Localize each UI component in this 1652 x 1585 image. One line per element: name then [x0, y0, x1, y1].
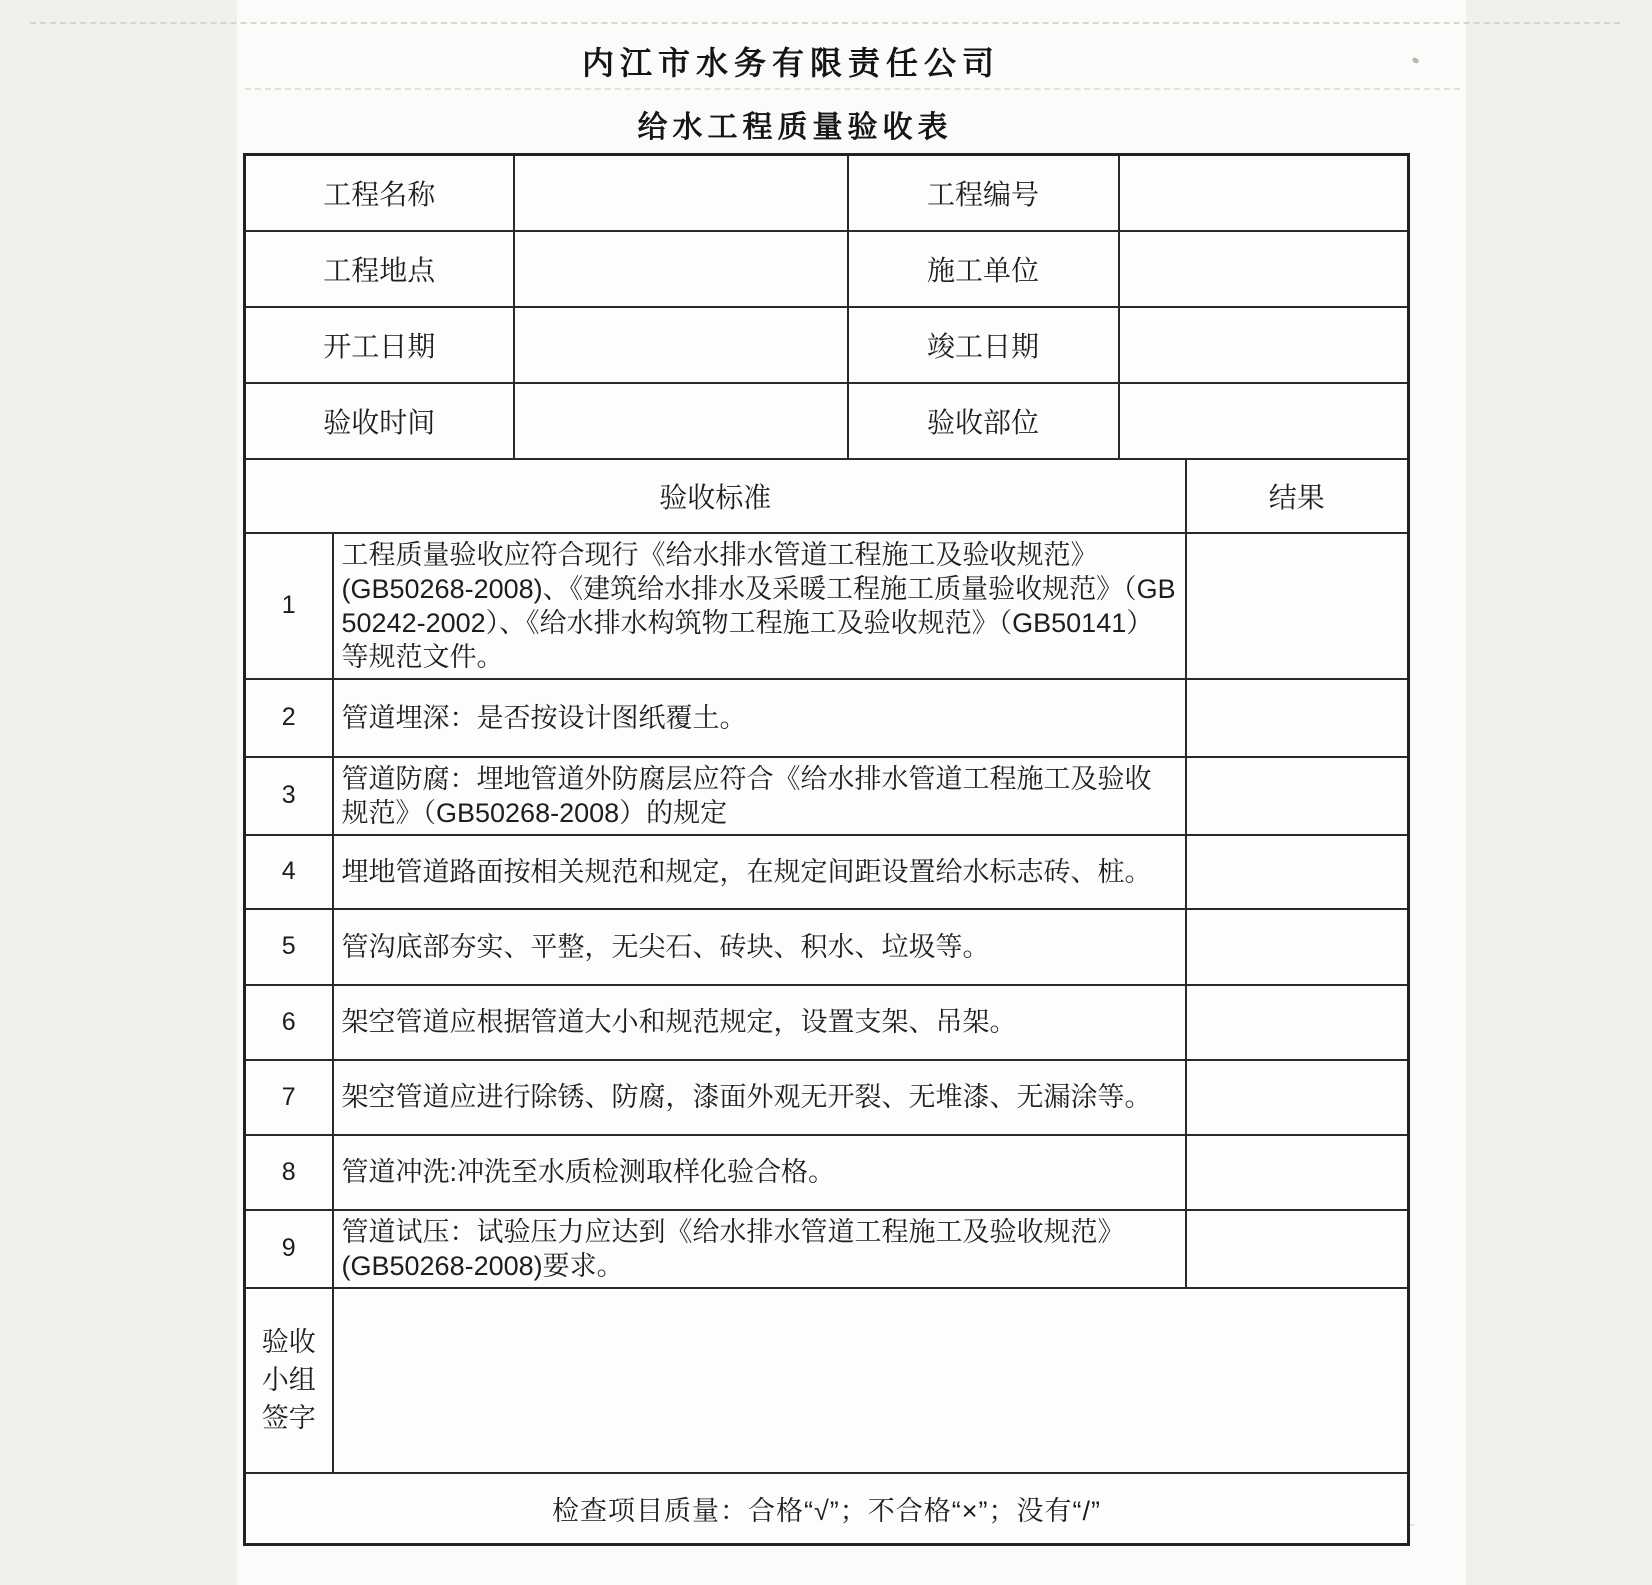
standard-row: [245, 533, 1409, 679]
result-cell: [1186, 909, 1409, 985]
value-acceptance-part: [1119, 383, 1409, 459]
info-row: [245, 383, 1409, 459]
row-number: 9: [245, 1210, 333, 1288]
value-acceptance-time: [514, 383, 848, 459]
row-number: 3: [245, 757, 333, 835]
value-project-name: [514, 155, 848, 231]
standard-text: 管道试压：试验压力应达到《给水排水管道工程施工及验收规范》(GB50268-2008)要求。: [333, 1210, 1186, 1288]
standard-row: [245, 909, 1409, 985]
result-cell: [1186, 835, 1409, 909]
standard-text: 埋地管道路面按相关规范和规定，在规定间距设置给水标志砖、桩。: [333, 835, 1186, 909]
standard-row: [245, 1210, 1409, 1288]
footer-note-row: [245, 1473, 1409, 1545]
standard-text: 架空管道应进行除锈、防腐，漆面外观无开裂、无堆漆、无漏涂等。: [333, 1060, 1186, 1135]
label-project-location: 工程地点: [245, 231, 514, 307]
standard-text: 管道埋深：是否按设计图纸覆土。: [333, 679, 1186, 757]
signature-row: [245, 1288, 1409, 1473]
scan-artifact-line: [245, 88, 1460, 90]
footer-note: 检查项目质量：合格“√”；不合格“×”；没有“/”: [245, 1473, 1409, 1545]
result-cell: [1186, 757, 1409, 835]
value-construction-unit: [1119, 231, 1409, 307]
form-title: 给水工程质量验收表: [637, 111, 953, 144]
standard-row: [245, 1135, 1409, 1210]
standard-text: 架空管道应根据管道大小和规范规定，设置支架、吊架。: [333, 985, 1186, 1060]
acceptance-form-table: [243, 153, 1410, 1546]
standards-column-header: 验收标准: [245, 459, 1186, 533]
company-title: 内江市水务有限责任公司: [581, 45, 1000, 81]
label-completion-date: 竣工日期: [848, 307, 1119, 383]
result-cell: [1186, 1135, 1409, 1210]
value-start-date: [514, 307, 848, 383]
value-project-number: [1119, 155, 1409, 231]
label-construction-unit: 施工单位: [848, 231, 1119, 307]
row-number: 7: [245, 1060, 333, 1135]
row-number: 5: [245, 909, 333, 985]
row-number: 1: [245, 533, 333, 679]
standard-row: [245, 757, 1409, 835]
standards-header-row: [245, 459, 1409, 533]
standard-row: [245, 985, 1409, 1060]
row-number: 8: [245, 1135, 333, 1210]
label-acceptance-part: 验收部位: [848, 383, 1119, 459]
row-number: 4: [245, 835, 333, 909]
info-row: [245, 231, 1409, 307]
value-project-location: [514, 231, 848, 307]
signature-label: 验收小组签字: [245, 1288, 333, 1473]
standard-row: [245, 679, 1409, 757]
value-completion-date: [1119, 307, 1409, 383]
label-project-number: 工程编号: [848, 155, 1119, 231]
row-number: 6: [245, 985, 333, 1060]
scan-artifact-line: [30, 22, 1620, 24]
signature-area: [333, 1288, 1409, 1473]
result-cell: [1186, 679, 1409, 757]
row-number: 2: [245, 679, 333, 757]
standard-row: [245, 835, 1409, 909]
standard-text: 管道冲洗:冲洗至水质检测取样化验合格。: [333, 1135, 1186, 1210]
standard-text: 管沟底部夯实、平整，无尖石、砖块、积水、垃圾等。: [333, 909, 1186, 985]
result-cell: [1186, 985, 1409, 1060]
label-acceptance-time: 验收时间: [245, 383, 514, 459]
label-start-date: 开工日期: [245, 307, 514, 383]
result-cell: [1186, 533, 1409, 679]
standard-text: 工程质量验收应符合现行《给水排水管道工程施工及验收规范》(GB50268-2008)、《建筑给水排水及采暖工程施工质量验收规范》（GB 50242-2002）、《给水排水构筑物工程施工及验收规范》（GB50141）等规范文件。: [333, 533, 1186, 679]
label-project-name: 工程名称: [245, 155, 514, 231]
result-cell: [1186, 1210, 1409, 1288]
result-column-header: 结果: [1186, 459, 1409, 533]
result-cell: [1186, 1060, 1409, 1135]
standard-row: [245, 1060, 1409, 1135]
info-row: [245, 155, 1409, 231]
info-row: [245, 307, 1409, 383]
standard-text: 管道防腐：埋地管道外防腐层应符合《给水排水管道工程施工及验收规范》（GB50268-2008）的规定: [333, 757, 1186, 835]
